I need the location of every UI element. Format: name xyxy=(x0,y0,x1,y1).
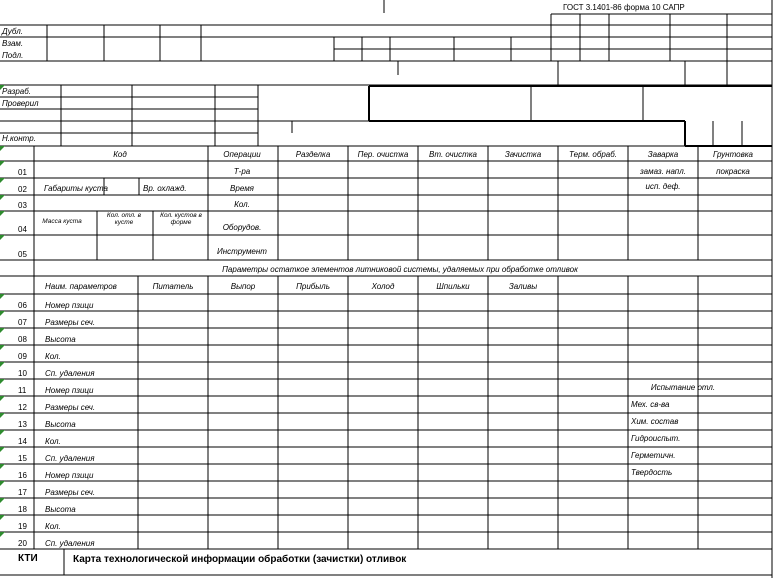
footer-title: Карта технологической информации обработки (зачистки) отливок xyxy=(73,554,407,565)
param-col-pitatel: Питатель xyxy=(152,282,194,291)
gabarity-label: Габариты куста xyxy=(44,184,108,193)
massa-label: Масса куста xyxy=(42,218,82,225)
param-col-pribyl: Прибыль xyxy=(296,282,330,291)
stamp-razrab: Разраб. xyxy=(2,87,31,96)
extra-isp-def: исп. деф. xyxy=(645,182,681,191)
stamp-vzam: Взам. xyxy=(2,39,24,48)
param-col-naim: Наим. параметров xyxy=(45,282,117,291)
param-row-label: Высота xyxy=(45,335,76,344)
param-row-label: Номер пзици xyxy=(45,301,94,310)
row-number: 03 xyxy=(18,201,27,210)
param-row-label: Кол. xyxy=(45,352,61,361)
test-gidro: Гидроиспыт. xyxy=(631,434,681,443)
row-number: 12 xyxy=(18,403,27,412)
row-number: 11 xyxy=(18,386,27,395)
col-vt-ochistka: Вт. очистка xyxy=(429,150,477,159)
param-row-label: Высота xyxy=(45,420,76,429)
row-number: 19 xyxy=(18,522,27,531)
kol-otl-label: Кол. отл. в кусте xyxy=(106,212,142,226)
row-number: 13 xyxy=(18,420,27,429)
row-number: 07 xyxy=(18,318,27,327)
footer-code: КТИ xyxy=(18,553,38,564)
param-row-label: Высота xyxy=(45,505,76,514)
col-term-obrab: Терм. обраб. xyxy=(569,150,617,159)
extra-pokraska: покраска xyxy=(716,167,750,176)
extra-zamaz: замаз. напл. xyxy=(640,167,686,176)
param-col-kholod: Холод xyxy=(371,282,395,291)
stamp-nkontr: Н.контр. xyxy=(2,134,36,143)
row-number: 15 xyxy=(18,454,27,463)
param-row-label: Номер пзици xyxy=(45,386,94,395)
op-instrument: Инструмент xyxy=(217,247,267,256)
param-row-label: Кол. xyxy=(45,437,61,446)
kol-kustov-label: Кол. кустов в форме xyxy=(160,212,202,226)
op-vremya: Время xyxy=(230,184,254,193)
col-razdelka: Разделка xyxy=(295,150,331,159)
param-row-label: Сп. удаления xyxy=(45,369,95,378)
row-number: 06 xyxy=(18,301,27,310)
param-col-vypor: Выпор xyxy=(230,282,256,291)
row-number: 05 xyxy=(18,250,27,259)
op-t-ra: Т-ра xyxy=(233,167,251,176)
gost-label: ГОСТ 3.1401-86 форма 10 САПР xyxy=(563,3,685,12)
param-col-zalivy: Заливы xyxy=(508,282,538,291)
param-title: Параметры остаткое элементов литниковой системы, удаляемых при обработке отливок xyxy=(222,265,578,274)
row-number: 16 xyxy=(18,471,27,480)
row-number: 04 xyxy=(18,225,27,234)
param-row-label: Размеры сеч. xyxy=(45,403,96,412)
operations-header: Операции xyxy=(223,150,261,159)
param-row-label: Размеры сеч. xyxy=(45,488,96,497)
vr-okhl-label: Вр. охлажд. xyxy=(143,184,187,193)
col-zavarka: Заварка xyxy=(647,150,679,159)
param-row-label: Сп. удаления xyxy=(45,454,95,463)
op-kol: Кол. xyxy=(234,200,250,209)
stamp-podl: Подл. xyxy=(2,51,24,60)
row-number: 17 xyxy=(18,488,27,497)
row-number: 14 xyxy=(18,437,27,446)
col-zachistka: Зачистка xyxy=(504,150,542,159)
param-row-label: Сп. удаления xyxy=(45,539,95,548)
test-germet: Герметичн. xyxy=(631,451,676,460)
param-row-label: Кол. xyxy=(45,522,61,531)
stamp-dubl: Дубл. xyxy=(2,27,23,36)
param-row-label: Номер пзици xyxy=(45,471,94,480)
test-mekh: Мех. св-ва xyxy=(631,400,670,409)
op-oborudov: Оборудов. xyxy=(222,223,262,232)
row-number: 01 xyxy=(18,168,27,177)
row-number: 02 xyxy=(18,185,27,194)
row-number: 10 xyxy=(18,369,27,378)
test-khim: Хим. состав xyxy=(631,417,679,426)
test-tverdost: Твердость xyxy=(631,468,673,477)
stamp-proveril: Проверил xyxy=(2,99,39,108)
param-row-label: Размеры сеч. xyxy=(45,318,96,327)
kod-label: Код xyxy=(113,150,127,159)
row-number: 08 xyxy=(18,335,27,344)
col-per-ochistka: Пер. очистка xyxy=(357,150,409,159)
row-number: 20 xyxy=(18,539,27,548)
row-number: 09 xyxy=(18,352,27,361)
tests-title: Испытание отл. xyxy=(650,383,716,392)
row-number: 18 xyxy=(18,505,27,514)
col-gruntovka: Грунтовка xyxy=(712,150,754,159)
param-col-shpilki: Шпильки xyxy=(436,282,470,291)
